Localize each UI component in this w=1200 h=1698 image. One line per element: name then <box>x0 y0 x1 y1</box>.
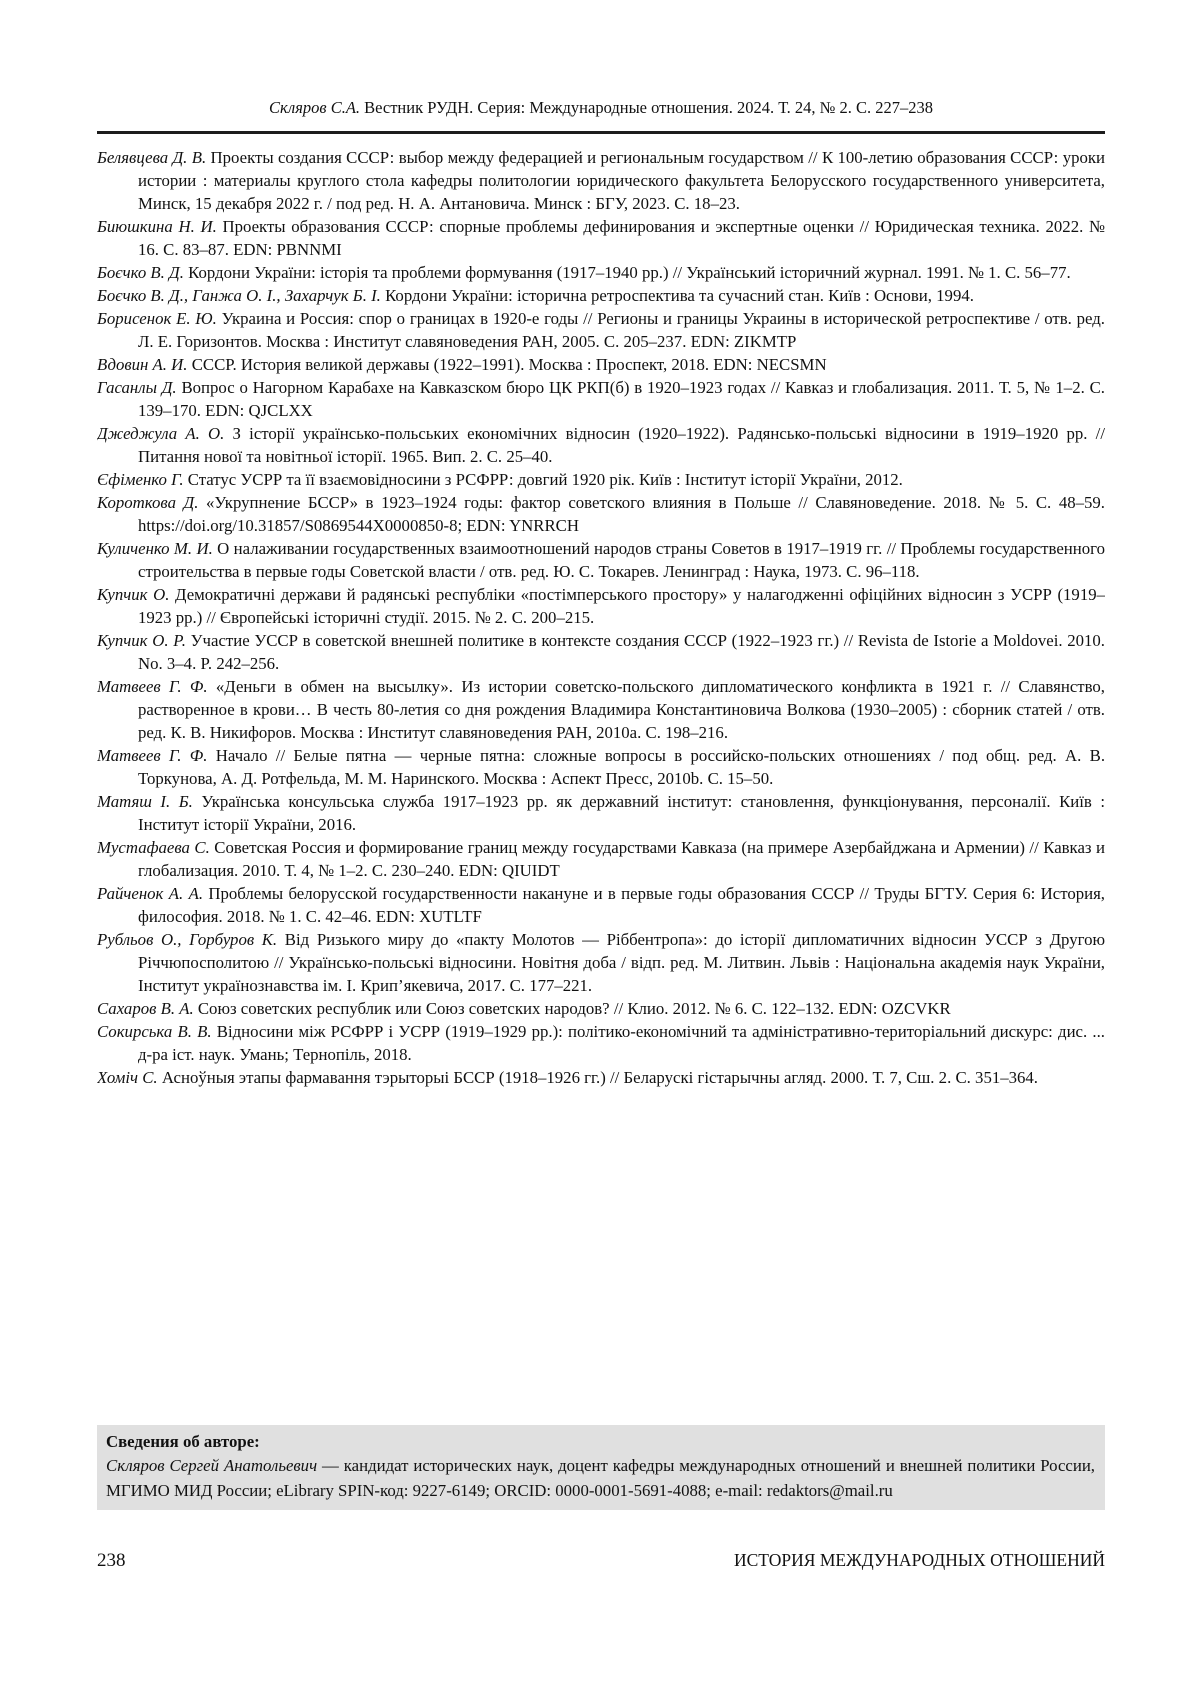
reference-authors: Матяш І. Б. <box>97 792 193 811</box>
reference-text: Відносини між РСФРР і УСРР (1919–1929 рр.): політико-економічний та адміністративно-територіальний дискурс: дис. ... д-ра іст. наук. Умань; Тернопіль, 2018. <box>138 1022 1105 1064</box>
reference-text: Советская Россия и формирование границ между государствами Кавказа (на примере Азербайджана и Армении) // Кавказ и глобализация. 2010. Т. 4, № 1–2. С. 230–240. EDN: QIUIDT <box>138 838 1105 880</box>
author-info-text <box>106 1454 1095 1503</box>
reference-text: СССР. История великой державы (1922–1991). Москва : Проспект, 2018. EDN: NECSMN <box>187 355 827 374</box>
reference-authors: Борисенок Е. Ю. <box>97 309 217 328</box>
reference-item <box>97 537 1105 583</box>
reference-authors: Матвеев Г. Ф. <box>97 677 208 696</box>
reference-authors: Джеджула А. О. <box>97 424 225 443</box>
author-info-box <box>97 1425 1105 1510</box>
reference-authors: Хоміч С. <box>97 1068 158 1087</box>
reference-text: Статус УСРР та її взаємовідносини з РСФРР: довгий 1920 рік. Київ : Інститут історії України, 2012. <box>183 470 903 489</box>
reference-text: Кордони України: історична ретроспектива та сучасний стан. Київ : Основи, 1994. <box>380 286 974 305</box>
reference-authors: Короткова Д. <box>97 493 199 512</box>
page-number: 238 <box>97 1550 126 1571</box>
reference-authors: Рубльов О., Горбуров К. <box>97 930 278 949</box>
reference-text: Кордони України: історія та проблеми формування (1917–1940 рр.) // Український історичний журнал. 1991. № 1. С. 56–77. <box>183 263 1071 282</box>
reference-item <box>97 629 1105 675</box>
reference-text: Союз советских республик или Союз советских народов? // Клио. 2012. № 6. С. 122–132. EDN: OZCVKR <box>193 999 951 1018</box>
running-head <box>97 97 1105 134</box>
section-title: ИСТОРИЯ МЕЖДУНАРОДНЫХ ОТНОШЕНИЙ <box>734 1550 1105 1570</box>
reference-authors: Боєчко В. Д. <box>97 263 184 282</box>
reference-text: О налаживании государственных взаимоотношений народов страны Советов в 1917–1919 гг. // Проблемы государственного строительства в первые годы Советской власти / отв. ред. Ю. С. Токарев. Ленинград : Наука, 1973. С. 96–118. <box>138 539 1105 581</box>
reference-item <box>97 376 1105 422</box>
author-details: — кандидат исторических наук, доцент кафедры международных отношений и внешней политики России, МГИМО МИД России; eLibrary SPIN-код: 9227-6149; ORCID: 0000-0001-5691-4088; e-mail: redaktors@mail.ru <box>106 1456 1095 1500</box>
reference-item <box>97 146 1105 215</box>
reference-item <box>97 215 1105 261</box>
reference-text: «Деньги в обмен на высылку». Из истории советско-польского дипломатического конфликта в 1921 г. // Славянство, растворенное в крови… В честь 80-летия со дня рождения Владимира Константиновича Волкова (1930–2005) : сборник статей / отв. ред. К. В. Никифоров. Москва : Институт славяноведения РАН, 2010a. С. 198–216. <box>138 677 1105 742</box>
reference-item <box>97 261 1105 284</box>
reference-item <box>97 790 1105 836</box>
reference-item <box>97 284 1105 307</box>
reference-item <box>97 997 1105 1020</box>
reference-item <box>97 353 1105 376</box>
reference-item <box>97 882 1105 928</box>
references-list <box>97 146 1105 1425</box>
reference-text: Проекты образования СССР: спорные проблемы дефинирования и экспертные оценки // Юридическая техника. 2022. № 16. С. 83–87. EDN: PBNNMI <box>138 217 1105 259</box>
page-footer <box>97 1550 1105 1572</box>
reference-item <box>97 468 1105 491</box>
reference-item <box>97 675 1105 744</box>
reference-authors: Гасанлы Д. <box>97 378 177 397</box>
reference-item <box>97 491 1105 537</box>
reference-text: Вопрос о Нагорном Карабахе на Кавказском бюро ЦК РКП(б) в 1920–1923 годах // Кавказ и глобализация. 2011. Т. 5, № 1–2. С. 139–170. EDN: QJCLXX <box>138 378 1105 420</box>
reference-authors: Вдовин А. И. <box>97 355 188 374</box>
reference-text: «Укрупнение БССР» в 1923–1924 годы: фактор советского влияния в Польше // Славяноведение. 2018. № 5. С. 48–59. https://doi.org/10.31857/S0869544X0000850-8; EDN: YNRRCH <box>138 493 1105 535</box>
reference-text: Начало // Белые пятна — черные пятна: сложные вопросы в российско-польских отношениях / под общ. ред. А. В. Торкунова, А. Д. Ротфельда, М. М. Наринского. Москва : Аспект Пресс, 2010b. С. 15–50. <box>138 746 1105 788</box>
reference-item <box>97 1020 1105 1066</box>
reference-authors: Боєчко В. Д., Ганжа О. І., Захарчук Б. І. <box>97 286 381 305</box>
reference-text: З історії українсько-польських економічних відносин (1920–1922). Радянсько-польські відносини в 1919–1920 рр. // Питання нової та новітньої історії. 1965. Вип. 2. С. 25–40. <box>138 424 1105 466</box>
reference-text: Від Ризького миру до «пакту Молотов — Ріббентропа»: до історії дипломатичних відносин УССР з Другою Річчюпосполитою // Українсько-польські відносини. Новітня доба / відп. ред. М. Литвин. Львів : Національна академія наук України, Інститут українознавства ім. І. Крип’якевича, 2017. С. 177–221. <box>138 930 1105 995</box>
reference-text: Участие УССР в советской внешней политике в контексте создания СССР (1922–1923 гг.) // Revista de Istorie a Moldovei. 2010. No. 3–4. P. 242–256. <box>138 631 1105 673</box>
author-info-heading: Сведения об авторе: <box>106 1432 260 1451</box>
reference-authors: Мустафаева С. <box>97 838 210 857</box>
reference-authors: Биюшкина Н. И. <box>97 217 217 236</box>
reference-item <box>97 307 1105 353</box>
reference-authors: Єфіменко Г. <box>97 470 184 489</box>
reference-text: Демократичні держави й радянські республіки «постімперського простору» у налагодженні офіційних відносин з УСРР (1919–1923 рр.) // Європейські історичні студії. 2015. № 2. С. 200–215. <box>138 585 1105 627</box>
running-head-author: Скляров С.А. <box>268 98 361 117</box>
reference-authors: Белявцева Д. В. <box>97 148 207 167</box>
reference-text: Украина и Россия: спор о границах в 1920-е годы // Регионы и границы Украины в исторической ретроспективе / отв. ред. Л. Е. Горизонтов. Москва : Институт славяноведения РАН, 2005. С. 205–237. EDN: ZIKMTP <box>138 309 1105 351</box>
reference-text: Проекты создания СССР: выбор между федерацией и региональным государством // К 100-летию образования СССР: уроки истории : материалы круглого стола кафедры политологии юридического факультета Белорусского государственного университета, Минск, 15 декабря 2022 г. / под ред. Н. А. Антановича. Минск : БГУ, 2023. С. 18–23. <box>138 148 1105 213</box>
reference-text: Українська консульська служба 1917–1923 рр. як державний інститут: становлення, функціонування, персоналії. Київ : Інститут історії України, 2016. <box>138 792 1105 834</box>
running-head-citation: Вестник РУДН. Серия: Международные отношения. 2024. Т. 24, № 2. С. 227–238 <box>364 98 934 117</box>
reference-item <box>97 836 1105 882</box>
reference-authors: Сокирська В. В. <box>97 1022 212 1041</box>
reference-item <box>97 744 1105 790</box>
reference-authors: Куличенко М. И. <box>97 539 213 558</box>
reference-item <box>97 583 1105 629</box>
reference-authors: Райченок А. А. <box>97 884 204 903</box>
reference-authors: Матвеев Г. Ф. <box>97 746 208 765</box>
author-name: Скляров Сергей Анатольевич <box>106 1456 318 1475</box>
reference-item <box>97 422 1105 468</box>
reference-authors: Купчик О. Р. <box>97 631 186 650</box>
reference-item <box>97 928 1105 997</box>
reference-item <box>97 1066 1105 1089</box>
reference-authors: Купчик О. <box>97 585 170 604</box>
reference-authors: Сахаров В. А. <box>97 999 194 1018</box>
reference-text: Асноўныя этапы фармавання тэрыторыі БССР (1918–1926 гг.) // Беларускі гістарычны агляд. 2000. Т. 7, Сш. 2. С. 351–364. <box>157 1068 1038 1087</box>
reference-text: Проблемы белорусской государственности накануне и в первые годы образования СССР // Труды БГТУ. Серия 6: История, философия. 2018. № 1. С. 42–46. EDN: XUTLTF <box>138 884 1105 926</box>
